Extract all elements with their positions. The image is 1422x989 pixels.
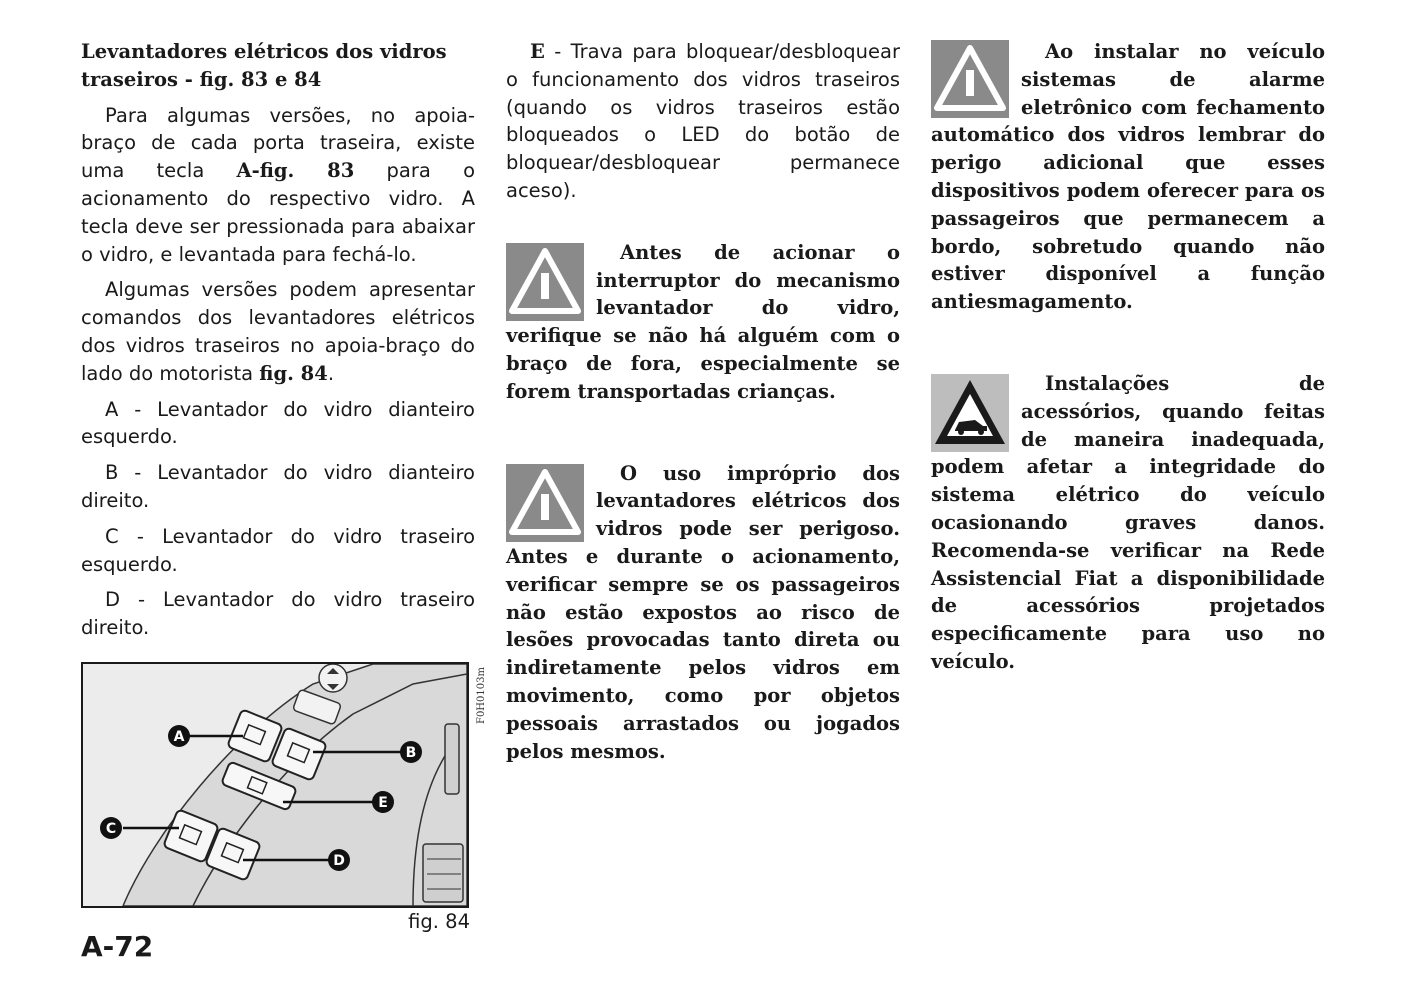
section-heading: Levantadores elétricos dos vidros traseiros - fig. 83 e 84 bbox=[81, 40, 447, 91]
list-item-a: A - Levantador do vidro dianteiro esquerdo. bbox=[81, 397, 475, 449]
figure-code: F0H0103m bbox=[476, 667, 487, 724]
warning-triangle-icon bbox=[506, 243, 584, 321]
callout-d bbox=[328, 849, 350, 871]
list-item-d: D - Levantador do vidro traseiro direito. bbox=[81, 588, 475, 640]
warning-block-1: Antes de acionar o interruptor do mecanismo levantador do vidro, verifique se não há alguém com o braço de fora, especialmente se forem transportadas crianças. bbox=[506, 240, 900, 403]
callout-b bbox=[400, 741, 422, 763]
svg-text:A: A bbox=[173, 729, 185, 745]
warning-block-2: O uso impróprio dos levantadores elétricos dos vidros pode ser perigoso. Antes e durante o acionamento, verificar sempre se os passageiros não estão expostos ao risco de lesões provocadas tanto direta ou indiretamente pelos vidros em movimento, como por objetos pessoais arrastados ou jogados pelos mesmos. bbox=[506, 461, 900, 763]
figure-caption: fig. 84 bbox=[408, 910, 470, 933]
list-item-c: C - Levantador do vidro traseiro esquerdo. bbox=[81, 524, 475, 576]
left-column bbox=[81, 38, 475, 650]
car-warning-triangle-icon bbox=[931, 374, 1009, 452]
warning-triangle-icon bbox=[931, 40, 1009, 118]
right-column bbox=[931, 38, 1325, 676]
paragraph-1: Para algumas versões, no apoia-braço de cada porta traseira, existe uma tecla A-fig. 83 para o acionamento do respectivo vidro. A tecla deve ser pressionada para abaixar o vidro, e levantada para fechá-lo. bbox=[81, 103, 476, 266]
warning-triangle-icon bbox=[506, 464, 584, 542]
svg-text:E: E bbox=[378, 795, 388, 811]
warning-block-4: Instalações de acessórios, quando feitas de maneira inadequada, podem afetar a integridade do sistema elétrico do veículo ocasionando graves danos. Recomenda-se verificar na Rede Assistencial Fiat a disponibilidade de acessórios projetados especificamente para uso no veículo. bbox=[931, 371, 1325, 673]
figure-84-illustration bbox=[81, 662, 469, 908]
svg-text:C: C bbox=[105, 821, 117, 837]
callout-a bbox=[168, 725, 190, 747]
paragraph-2: Algumas versões podem apresentar comandos dos levantadores elétricos dos vidros traseiros no apoia-braço do lado do motorista fig. 84. bbox=[81, 278, 475, 385]
list-item-b: B - Levantador do vidro dianteiro direito. bbox=[81, 461, 475, 512]
warning-block-3: Ao instalar no veículo sistemas de alarme eletrônico com fechamento automático dos vidros lembrar do perigo adicional que esses dispositivos podem oferecer para os passageiros que permanecem a bordo, sobretudo quando não estiver disponível a função antiesmagamento. bbox=[931, 40, 1325, 314]
svg-text:D: D bbox=[333, 853, 345, 869]
svg-text:B: B bbox=[405, 745, 417, 761]
window-switch-panel-drawing bbox=[83, 664, 467, 906]
callout-e bbox=[372, 791, 394, 813]
list-item-e: E - Trava para bloquear/desbloquear o funcionamento dos vidros traseiros (quando os vidros traseiros estão bloqueados o LED do botão de bloquear/desbloquear permanece aceso). bbox=[506, 40, 900, 202]
middle-column bbox=[506, 38, 900, 765]
page-number: A-72 bbox=[81, 930, 154, 963]
callout-c bbox=[100, 817, 122, 839]
